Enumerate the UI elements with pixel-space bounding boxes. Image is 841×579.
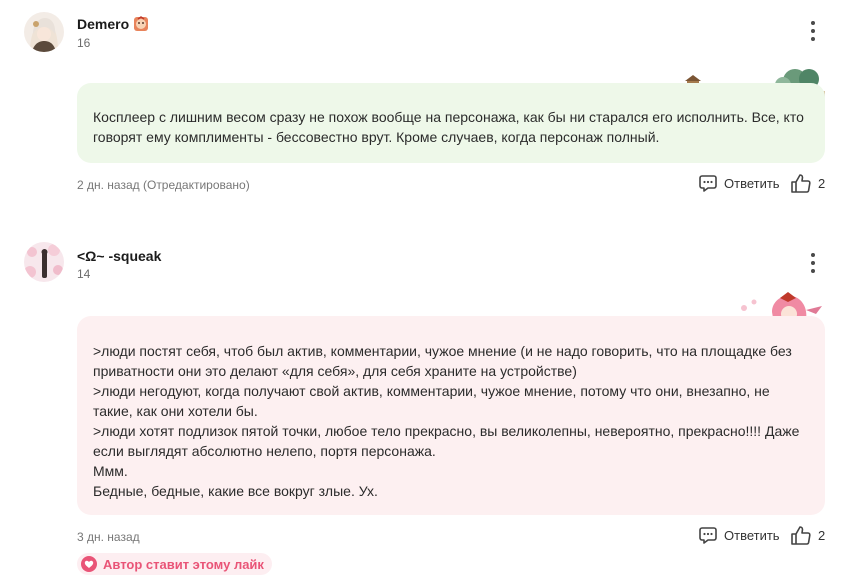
character-decoration [688,292,828,338]
comment-text: Ммм. [93,463,128,479]
comment-timestamp: 2 дн. назад (Отредактировано) [77,178,250,192]
avatar[interactable] [24,12,64,52]
like-button[interactable] [790,172,825,194]
comment-text: >люди хотят подлизок пятой точки, любое тело прекрасно, вы великолепны, невероятно, прекрасно!!!! Даже если выглядят абсолютно нелепо, портя персонажа. [93,423,800,459]
reply-button[interactable] [698,173,780,193]
thumbs-up-icon [790,172,812,194]
author-name[interactable]: <Ω~ -squeak [77,248,162,264]
author-name-text[interactable]: Demero [77,16,130,32]
like-button[interactable] [790,524,825,546]
author-liked-badge [77,553,272,575]
more-options-button[interactable] [803,19,823,43]
comment-1 [0,0,841,210]
user-level: 14 [77,267,91,281]
reply-label[interactable]: Ответить [724,527,780,543]
reply-bubble-icon [698,525,718,545]
comment-bubble [77,83,825,163]
like-count: 2 [818,175,826,191]
heart-badge-icon [81,556,97,572]
comment-text: Бедные, бедные, какие все вокруг злые. Ух. [93,483,378,499]
user-level: 16 [77,36,91,50]
comment-timestamp: 3 дн. назад [77,530,140,544]
badge-emoji-icon [133,16,149,32]
comment-text: Косплеер с лишним весом сразу не похож вообще на персонажа, как бы ни старался его исполнить. Все, кто говорят ему комплименты - бессовестно врут. Кроме случаев, когда персонаж полный. [93,109,804,145]
like-count: 2 [818,527,826,543]
thumbs-up-icon [790,524,812,546]
more-vertical-icon [811,21,815,25]
more-options-button[interactable] [803,251,823,275]
comment-text: >люди постят себя, чтоб был актив, комментарии, чужое мнение (и не надо говорить, что на площадке без приватности они это делают «для себя», для себя храните на устройстве) [93,343,792,379]
author-liked-label: Автор ставит этому лайк [103,556,264,572]
reply-bubble-icon [698,173,718,193]
reply-button[interactable] [698,525,780,545]
more-vertical-icon [811,253,815,257]
author-name[interactable] [77,16,149,32]
comment-text: >люди негодуют, когда получают свой актив, комментарии, чужое мнение, потому что они, внезапно, не такие, как они хотели бы. [93,383,770,419]
avatar[interactable] [24,242,64,282]
comment-bubble [77,316,825,515]
reply-label[interactable]: Ответить [724,175,780,191]
